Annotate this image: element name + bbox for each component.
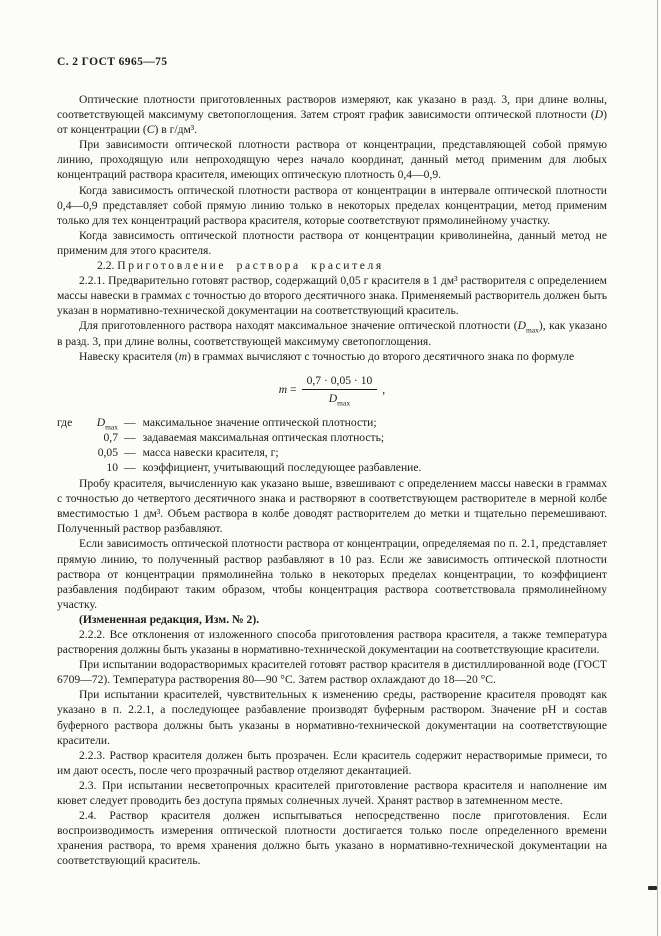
formula-legend: [57, 415, 607, 475]
scan-edge-line: [657, 0, 658, 936]
legend-definition: максимальное значение оптической плотности;: [142, 415, 377, 429]
legend-dash: —: [124, 430, 136, 444]
section-number: 2.2.: [97, 259, 115, 273]
formula-numerator: 0,7 · 0,05 · 10: [302, 374, 378, 390]
formula-tail: ,: [382, 382, 386, 396]
legend-definition: коэффициент, учитывающий последующее разбавление.: [142, 460, 422, 474]
paragraph: При испытании красителей, чувствительных к изменению среды, растворение красителя проводят как указано в п. 2.2.1, а последующее разбавление производят буферным раствором. Значение pH и состав буферного раствора должны быть указаны в нормативно-технической документации на соответствующие красители.: [57, 688, 607, 747]
paragraph: Когда зависимость оптической плотности раствора от концентрации криволинейна, данный метод не применим для этого красителя.: [57, 228, 607, 257]
paragraph: 2.4. Раствор красителя должен испытываться непосредственно после приготовления. Если воспроизводимость измерения оптической плотности достигается только после определенного времени хранения раствора, то время хранения должно быть указано в нормативно-технической документации на соответствующий краситель.: [57, 809, 607, 868]
section-heading: [57, 258, 607, 273]
formula: [57, 374, 607, 405]
paragraph: Если зависимость оптической плотности раствора от концентрации, определяемая по п. 2.1, представляет прямую линию, то полученный раствор разбавляют в 10 раз. Если же зависимость оптической плотности раствора от концентрации прямолинейна только в некоторых пределах концентрации, то коэффициент разбавления подбирают таким образом, чтобы концентрация раствора соответствовала прямолинейному участку.: [57, 537, 607, 611]
legend-definition: задаваемая максимальная оптическая плотность;: [142, 430, 385, 444]
legend-lead: [57, 460, 82, 475]
paragraph: Пробу красителя, вычисленную как указано выше, взвешивают с определением массы навески в граммах с точностью до четвертого десятичного знака и растворяют в соответствующем растворителе в мерной колбе вместимостью 1 дм³. Объем раствора в колбе доводят растворителем до метки и тщательно перемешивают. Полученный раствор разбавляют.: [57, 477, 607, 536]
legend-lead: [57, 430, 82, 445]
paragraph: При зависимости оптической плотности раствора от концентрации, представляющей собой прямую линию, проходящую или непроходящую через начало координат, данный метод применим для любых концентраций раствора красителя, имеющих оптическую плотность 0,4—0,9.: [57, 138, 607, 182]
legend-row: [57, 445, 607, 460]
paragraph: 2.2.1. Предварительно готовят раствор, содержащий 0,05 г красителя в 1 дм³ растворителя с определением массы навески в граммах с точностью до второго десятичного знака. Применяемый растворитель должен быть указан в нормативно-технической документации на соответствующий краситель.: [57, 274, 607, 318]
legend-dash: —: [124, 445, 136, 459]
paragraph: При испытании водорастворимых красителей готовят раствор красителя в дистиллированной воде (ГОСТ 6709—72). Температура растворения 80—90 °С. Затем раствор охлаждают до 18—20 °С.: [57, 658, 607, 687]
scan-artifact-mark: [648, 886, 657, 890]
legend-row: [57, 430, 607, 445]
paragraph: (Измененная редакция, Изм. № 2).: [79, 612, 260, 626]
legend-definition: масса навески красителя, г;: [142, 445, 279, 459]
page-header: [57, 56, 607, 68]
legend-row: [57, 415, 607, 430]
legend-row: [57, 460, 607, 475]
legend-dash: —: [124, 460, 136, 474]
paragraph: 2.2.2. Все отклонения от изложенного способа приготовления раствора красителя, а также температура растворения должны быть указаны в нормативно-технической документации на соответствующие красители.: [57, 628, 607, 657]
formula-fraction: [302, 374, 378, 405]
legend-lead: [57, 445, 82, 460]
formula-lhs: m =: [278, 382, 297, 396]
paragraph: 2.2.3. Раствор красителя должен быть прозрачен. Если краситель содержит нерастворимые примеси, то им дают осесть, после чего прозрачный раствор отделяют декантацией.: [57, 748, 607, 777]
legend-term: 0,05: [97, 445, 118, 459]
paragraph: Оптические плотности приготовленных растворов измеряют, как указано в разд. 3, при длине волны, соответствующей максимуму светопоглощения. Затем строят график зависимости оптической плотности (D) от концентрации (С) в г/дм³.: [57, 93, 607, 137]
legend-term: $D_{max}$: [96, 415, 118, 431]
legend-lead: где: [57, 415, 73, 429]
paragraph: Когда зависимость оптической плотности раствора от концентрации в интервале оптической плотности 0,4—0,9 представляет собой прямую линию только в некоторых пределах концентрации, метод применим только для тех концентраций раствора красителя, которые соответствуют прямолинейному участку.: [57, 183, 607, 227]
page-header-label: С. 2 ГОСТ 6965—75: [57, 56, 168, 68]
legend-term: 0,7: [103, 430, 118, 444]
legend-dash: —: [124, 415, 136, 429]
formula-denominator: $D_{max}$: [328, 391, 351, 407]
legend-term: 10: [106, 460, 118, 474]
document-body: [57, 92, 607, 869]
paragraph: Навеску красителя (m) в граммах вычисляют с точностью до второго десятичного знака по формуле: [79, 349, 575, 363]
paragraph: Для приготовленного раствора находят максимальное значение оптической плотности $(D_{max})$, как указано в разд. 3, при длине волны, соответствующей максимуму светопоглощения.: [57, 319, 607, 348]
section-title: Приготовление раствора красителя: [117, 259, 384, 273]
paragraph: 2.3. При испытании несветопрочных красителей приготовление раствора красителя и наполнение им кювет следует проводить без доступа прямых солнечных лучей. Хранят раствор в затемненном месте.: [57, 778, 607, 808]
